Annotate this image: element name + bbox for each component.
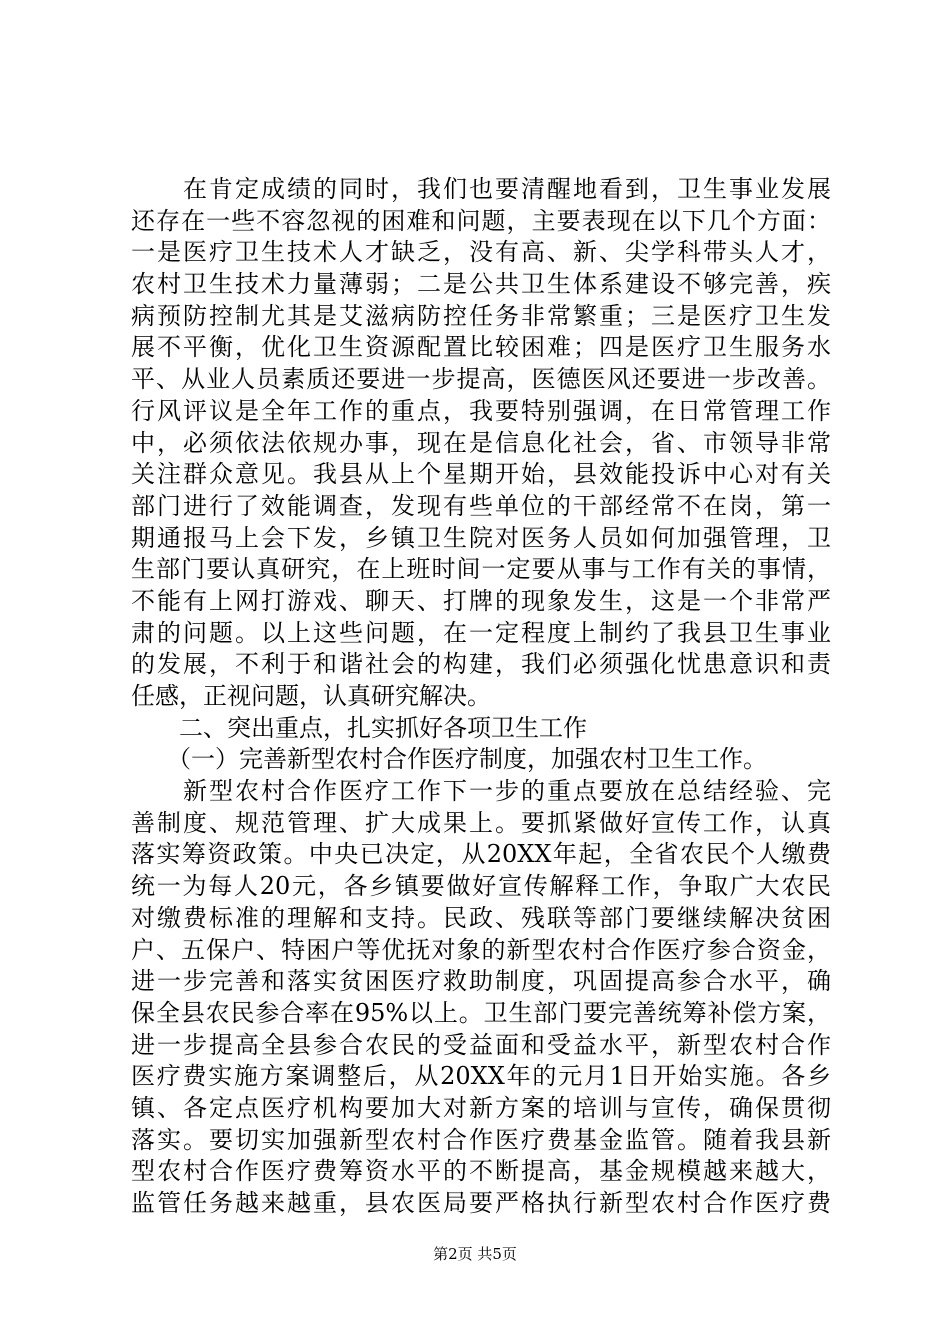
text-line: 行风评议是全年工作的重点，我要特别强调，在日常管理工作 <box>131 396 831 425</box>
text-line: 户、五保户、特困户等优抚对象的新型农村合作医疗参合资金， <box>131 935 831 964</box>
text-line: 进一步完善和落实贫困医疗救助制度，巩固提高参合水平，确 <box>131 967 831 996</box>
text-line: 的发展，不利于和谐社会的构建，我们必须强化忧患意识和责 <box>131 650 831 679</box>
text-line: 生部门要认真研究，在上班时间一定要从事与工作有关的事情， <box>131 555 831 584</box>
text-line: 新型农村合作医疗工作下一步的重点要放在总结经验、完 <box>131 777 831 806</box>
text-line: 一是医疗卫生技术人才缺乏，没有高、新、尖学科带头人才， <box>131 238 831 267</box>
body-text <box>131 174 831 1220</box>
section-heading: 二、突出重点，扎实抓好各项卫生工作 <box>131 713 587 742</box>
text-line: 镇、各定点医疗机构要加大对新方案的培训与宣传，确保贯彻 <box>131 1093 831 1122</box>
text-line: 落实。要切实加强新型农村合作医疗费基金监管。随着我县新 <box>131 1125 831 1154</box>
text-line: 部门进行了效能调查，发现有些单位的干部经常不在岗，第一 <box>131 491 831 520</box>
text-line: 展不平衡，优化卫生资源配置比较困难；四是医疗卫生服务水 <box>131 333 831 362</box>
text-line: 病预防控制尤其是艾滋病防控任务非常繁重；三是医疗卫生发 <box>131 301 831 330</box>
text-line: 对缴费标准的理解和支持。民政、残联等部门要继续解决贫困 <box>131 903 831 932</box>
text-line: 平、从业人员素质还要进一步提高，医德医风还要进一步改善。 <box>131 365 831 394</box>
text-line: 统一为每人20元，各乡镇要做好宣传解释工作，争取广大农民 <box>131 872 831 901</box>
text-line: 型农村合作医疗费筹资水平的不断提高，基金规模越来越大， <box>131 1157 831 1186</box>
page-footer: 第2页 共5页 <box>433 1245 517 1263</box>
text-line: 不能有上网打游戏、聊天、打牌的现象发生，这是一个非常严 <box>131 586 831 615</box>
text-line: 期通报马上会下发，乡镇卫生院对医务人员如何加强管理，卫 <box>131 523 831 552</box>
text-line: 进一步提高全县参合农民的受益面和受益水平，新型农村合作 <box>131 1030 831 1059</box>
text-line: 落实筹资政策。中央已决定，从20XX年起，全省农民个人缴费 <box>131 840 831 869</box>
text-line: 还存在一些不容忽视的困难和问题，主要表现在以下几个方面： <box>131 206 831 235</box>
text-line: 在肯定成绩的同时，我们也要清醒地看到，卫生事业发展 <box>131 175 831 203</box>
text-line: 任感，正视问题，认真研究解决。 <box>131 682 491 710</box>
text-line: 医疗费实施方案调整后，从20XX年的元月1日开始实施。各乡 <box>131 1062 831 1091</box>
text-line: 监管任务越来越重，县农医局要严格执行新型农村合作医疗费 <box>131 1189 831 1217</box>
text-line: 保全县农民参合率在95%以上。卫生部门要完善统筹补偿方案， <box>131 998 831 1027</box>
text-line: 肃的问题。以上这些问题，在一定程度上制约了我县卫生事业 <box>131 618 831 647</box>
text-line: 关注群众意见。我县从上个星期开始，县效能投诉中心对有关 <box>131 460 831 489</box>
text-line: 中，必须依法依规办事，现在是信息化社会，省、市领导非常 <box>131 428 831 457</box>
text-line: 善制度、规范管理、扩大成果上。要抓紧做好宣传工作，认真 <box>131 808 831 837</box>
text-line: 农村卫生技术力量薄弱；二是公共卫生体系建设不够完善，疾 <box>131 270 831 299</box>
subsection-heading: （一）完善新型农村合作医疗制度，加强农村卫生工作。 <box>131 745 767 774</box>
